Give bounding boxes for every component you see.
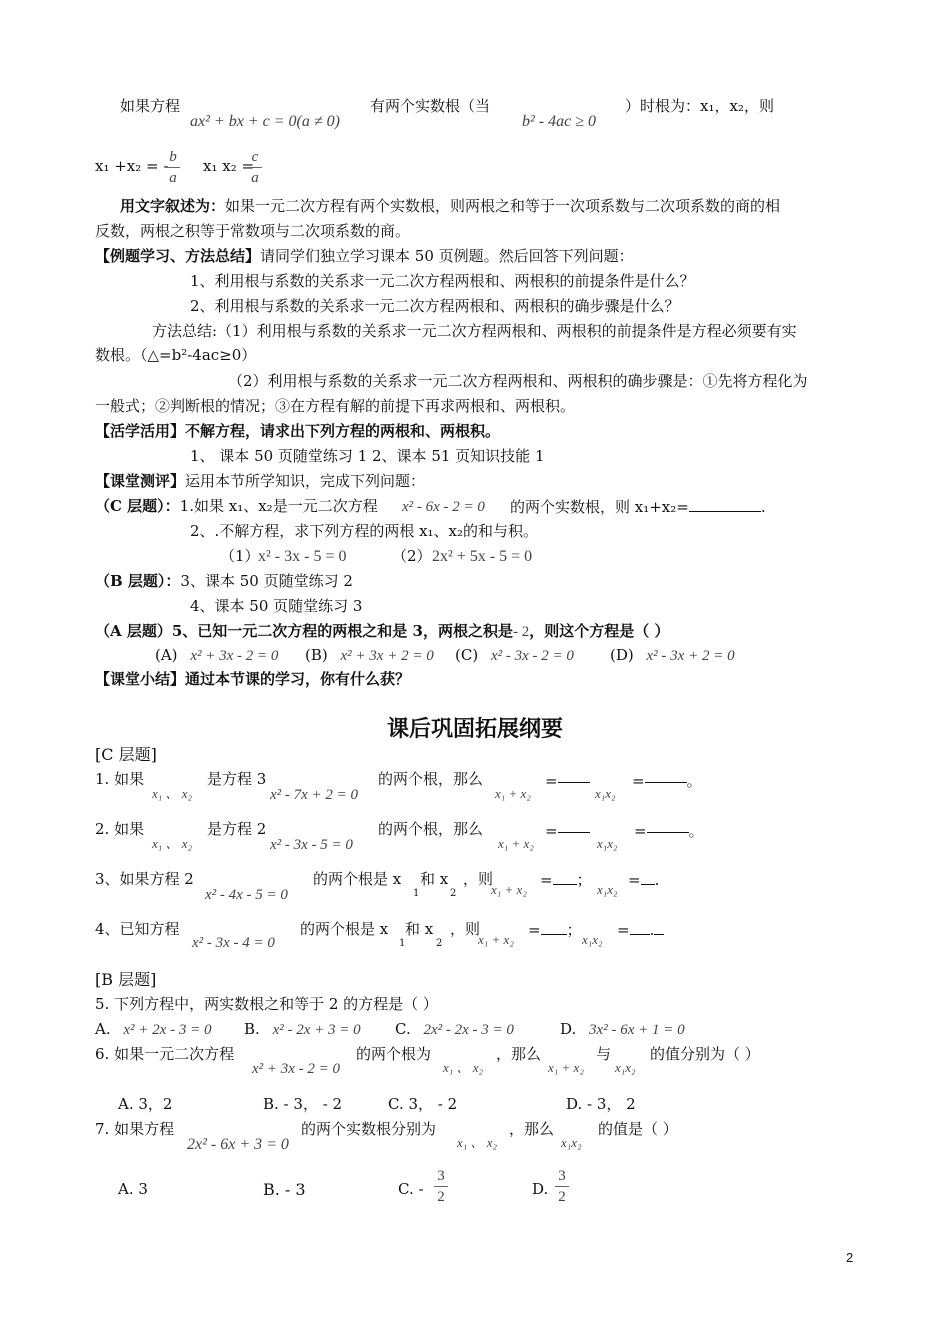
c1-text-b: 的两个实数根，则 x₁+x₂= [510,498,689,516]
fraction-three-halves [434,1167,448,1206]
hw-q4-product-answer [617,920,664,940]
b-level-label: （B 层题）： [95,572,181,590]
dot: . [654,871,660,889]
hw-q7-pre: 7. 如果方程 [95,1120,175,1138]
a-option-key: (A) [155,646,178,664]
summary-label: 用文字叙述为： [120,197,226,215]
hw-q3-post: 的两个根是 x [313,870,402,888]
hw-q3-sub1: 1 [413,888,420,899]
option-key: A. [95,1020,111,1038]
c1-equation: x² - 6x - 2 = 0 [402,499,485,515]
hw-q6-equation: x² + 3x - 2 = 0 [252,1061,341,1077]
test-heading [95,472,425,491]
sum-lhs: x₁ +x₂ = - [95,157,169,175]
hw-q2-equation: x² - 3x - 5 = 0 [270,837,353,853]
hw-q2-roots: x₁ 、 x₂ [152,836,193,851]
hw-q4-product-blank-tail [654,920,664,935]
fraction-bar [248,167,262,168]
hw-q6-and: 与 [596,1045,612,1063]
a-option-d [610,646,735,666]
homework-title: 课后巩固拓展纲要 [386,716,563,742]
page-number: 2 [846,1250,854,1265]
hw-q3-sum-blank[interactable] [553,870,577,885]
c1-answer [510,497,766,517]
hw-q7-mid: 的两个实数根分别为 [301,1120,437,1138]
homework-c-label: [C 层题] [95,745,157,764]
a-question-value: - 2 [512,624,530,640]
c2-b-equation: 2x² + 5x - 5 = 0 [432,548,533,565]
hw-q7-roots: x₁ 、 x₂ [457,1135,498,1150]
intro-text-3: ）时根为：x₁，x₂，则 [625,97,774,115]
hw-q1-sum-blank[interactable] [558,782,590,783]
option-eq: 3x² - 6x + 1 = 0 [589,1022,685,1038]
c2-text: 2、.不解方程，求下列方程的两根 x₁、x₂的和与积。 [190,522,539,540]
hw-q6-then: ，那么 [496,1045,542,1063]
homework-b-label: [B 层题] [95,970,157,989]
method-summary-1a: 方法总结:（1）利用根与系数的关系求一元二次方程两根和、两根积的前提条件是方程必须要有实 [152,322,797,340]
fraction-numerator-b: b [169,149,177,165]
hw-q3-sub2: 2 [450,888,457,899]
hw-q2-post: 的两个根，那么 [378,820,484,838]
hw-q6-option-c: C. 3， - 2 [388,1095,458,1113]
method-summary-2a: （2）利用根与系数的关系求一元二次方程两根和、两根积的确步骤是：①先将方程化为 [228,372,808,390]
summary-text-2: 反数，两根之积等于常数项与二次项系数的商。 [95,222,411,240]
hw-q2-sum-blank[interactable] [558,832,590,833]
hw-q7-then: ，那么 [509,1120,555,1138]
example-text: 请同学们独立学习课本 50 页例题。然后回答下列问题： [260,247,634,265]
hw-q7-equation: 2x² - 6x + 3 = 0 [187,1136,289,1153]
a-option-eq: x² - 3x - 2 = 0 [490,648,574,664]
example-heading [95,247,634,266]
hw-q5-text: 5. 下列方程中，两实数根之和等于 2 的方程是（ ） [95,995,438,1013]
hw-q1-product-blank[interactable] [645,782,687,783]
hw-q7-product: x₁x₂ [561,1135,582,1150]
option-eq: x² - 2x + 3 = 0 [272,1022,361,1038]
fraction-numerator-c: c [251,149,259,165]
hw-q7-option-b: B. - 3 [263,1180,306,1199]
a-option-key: (C) [455,646,479,664]
intro-line-1 [120,97,180,116]
c1-text-a: 1.如果 x₁、x₂是一元二次方程 [179,497,378,515]
practice-heading: 【活学活用】不解方程，请求出下列方程的两根和、两根积。 [95,422,501,440]
hw-q3-sum: x₁ + x₂ [491,882,527,897]
c2-a [220,547,260,566]
a-option-a [155,646,278,666]
method-summary-2b: 一般式；②判断根的情况；③在方程有解的前提下再求两根和、两根积。 [95,397,576,415]
hw-q6-sum: x₁ + x₂ [548,1060,584,1075]
hw-q6-post: 的值分别为（ ） [650,1045,760,1063]
hw-q1-mid: 是方程 3 [207,770,267,788]
b4-text: 4、课本 50 页随堂练习 3 [190,597,363,615]
hw-q3-then: ，则 [463,870,494,888]
example-question-1: 1、利用根与系数的关系求一元二次方程两根和、两根积的前提条件是什么？ [190,272,695,290]
summary-text-1: 如果一元二次方程有两个实数根，则两根之和等于一次项系数与二次项系数的商的相 [225,197,781,215]
summary-line-1 [120,197,780,216]
equals-sign: = [545,822,558,840]
a-option-eq: x² - 3x + 2 = 0 [646,648,735,664]
equals-sign: = [634,822,647,840]
period: 。 [688,822,704,840]
hw-q4-sum-answer [528,920,582,940]
sum-formula [95,157,168,176]
hw-q6-product: x₁x₂ [615,1060,636,1075]
hw-q3-pre: 3、如果方程 2 [95,870,194,888]
example-question-2: 2、利用根与系数的关系求一元二次方程两根和、两根积的确步骤是什么？ [190,297,680,315]
hw-q3-equation: x² - 4x - 5 = 0 [205,887,288,903]
hw-q4-sub1: 1 [399,938,406,949]
hw-q4-equation: x² - 3x - 4 = 0 [192,935,275,951]
hw-q6-option-a: A. 3，2 [118,1095,173,1113]
hw-q5-option-c [395,1020,514,1040]
equals-sign: = [617,921,630,939]
c-level-label: （C 层题）： [95,497,180,515]
hw-q4-then: ，则 [450,920,481,938]
hw-q4-product: x₁x₂ [582,932,603,947]
hw-q6-option-d: D. - 3， 2 [566,1095,636,1113]
hw-q5-option-b [244,1020,361,1040]
test-b-question-3 [95,572,353,591]
dot: . [649,921,655,939]
hw-q3-product-answer [628,870,659,890]
fraction-denominator: 2 [437,1189,445,1205]
hw-q2-mid: 是方程 2 [207,820,267,838]
fraction-denominator-a: a [169,170,177,186]
hw-q4-post: 的两个根是 x [300,920,389,938]
hw-q2-product: x₁x₂ [597,836,618,851]
fraction-bar [166,167,180,168]
intro-text-2: 有两个实数根（当 [370,97,491,115]
discriminant-condition: b² - 4ac ≥ 0 [522,113,597,130]
equals-sign: = [540,871,553,889]
a-option-eq: x² + 3x - 2 = 0 [190,648,279,664]
hw-q1-post: 的两个根，那么 [378,770,484,788]
hw-q7-option-d-label: D. [532,1180,549,1198]
a-option-key: (D) [610,646,634,664]
c1-text-c: . [760,498,766,516]
hw-q3-sum-answer [540,870,592,890]
hw-q3-and: 和 x [420,870,449,888]
fraction-numerator: 3 [558,1168,566,1184]
semicolon: ； [566,921,582,939]
a-question-text-2: ，则这个方程是（ ） [529,622,670,640]
option-key: B. [244,1020,260,1038]
hw-q1-product: x₁x₂ [595,786,616,801]
test-a-question [95,622,669,642]
hw-q5-option-a [95,1020,211,1040]
option-key: D. [560,1020,577,1038]
hw-q1-pre: 1. 如果 [95,770,145,788]
equals-sign: = [528,921,541,939]
equals-sign: = [628,871,641,889]
hw-q1-equation: x² - 7x + 2 = 0 [270,787,359,803]
test-label: 【课堂测评】 [95,472,186,490]
hw-q5-option-d [560,1020,685,1040]
practice-items: 1、 课本 50 页随堂练习 1 2、课本 51 页知识技能 1 [190,447,545,465]
quadratic-equation: ax² + bx + c = 0(a ≠ 0) [190,113,340,130]
a-option-key: (B) [305,646,328,664]
hw-q1-product-answer [632,772,702,791]
semicolon: ； [576,871,592,889]
hw-q4-pre: 4、已知方程 [95,920,180,938]
equals-sign: = [632,772,645,790]
hw-q1-roots: x₁ 、 x₂ [152,786,193,801]
hw-q2-pre: 2. 如果 [95,820,145,838]
fraction-three-halves [555,1167,569,1206]
method-summary-1b: 数根。（△=b²-4ac≥0） [95,346,257,364]
hw-q2-product-answer [634,822,704,841]
test-c-question-1 [95,497,378,516]
b3-text: 3、课本 50 页随堂练习 2 [180,572,353,590]
hw-q4-and: 和 x [405,920,434,938]
c1-answer-blank[interactable] [689,497,761,512]
class-summary: 【课堂小结】通过本节课的学习，你有什么获？ [95,670,411,688]
hw-q3-product: x₁x₂ [597,882,618,897]
c2-b-num: （2） [392,547,432,565]
fraction-bar [555,1186,569,1187]
hw-q4-sum: x₁ + x₂ [478,932,514,947]
intro-text-1: 如果方程 [120,97,181,115]
a-option-c [455,646,574,666]
hw-q4-sub2: 2 [436,938,443,949]
option-eq: 2x² - 2x - 3 = 0 [423,1022,514,1038]
fraction-b-over-a [166,148,180,187]
hw-q2-sum: x₁ + x₂ [498,836,534,851]
test-text: 运用本节所学知识，完成下列问题： [185,472,426,490]
hw-q7-option-a: A. 3 [118,1180,148,1198]
a-option-b [305,646,434,666]
fraction-c-over-a [248,148,262,187]
a-option-eq: x² + 3x + 2 = 0 [340,648,434,664]
equals-sign: = [545,772,558,790]
hw-q7-option-c-label: C. - [398,1180,424,1198]
c2-a-num: （1） [220,547,260,565]
hw-q4-sum-blank[interactable] [541,920,567,935]
hw-q1-sum-answer [545,772,590,791]
hw-q6-option-b: B. - 3， - 2 [263,1095,343,1113]
fraction-numerator: 3 [437,1168,445,1184]
fraction-denominator-a: a [251,170,259,186]
hw-q2-sum-answer [545,822,590,841]
option-key: C. [395,1020,411,1038]
hw-q7-post: 的值是（ ） [598,1120,678,1138]
hw-q2-product-blank[interactable] [647,832,689,833]
fraction-bar [434,1186,448,1187]
period: 。 [686,772,702,790]
hw-q1-sum: x₁ + x₂ [495,786,531,801]
hw-q6-pre: 6. 如果一元二次方程 [95,1045,235,1063]
hw-q6-roots: x₁ 、 x₂ [443,1060,484,1075]
hw-q4-product-blank[interactable] [630,920,650,935]
hw-q6-mid: 的两个根为 [356,1045,432,1063]
hw-q3-product-blank[interactable] [641,870,655,885]
example-label: 【例题学习、方法总结】 [95,247,261,265]
a-question-text: （A 层题）5、已知一元二次方程的两根之和是 3，两根之积是 [95,622,513,640]
c2-a-equation: x² - 3x - 5 = 0 [258,548,347,565]
option-eq: x² + 2x - 3 = 0 [123,1022,212,1038]
fraction-denominator: 2 [558,1189,566,1205]
product-formula: x₁ x₂ = [203,157,255,175]
